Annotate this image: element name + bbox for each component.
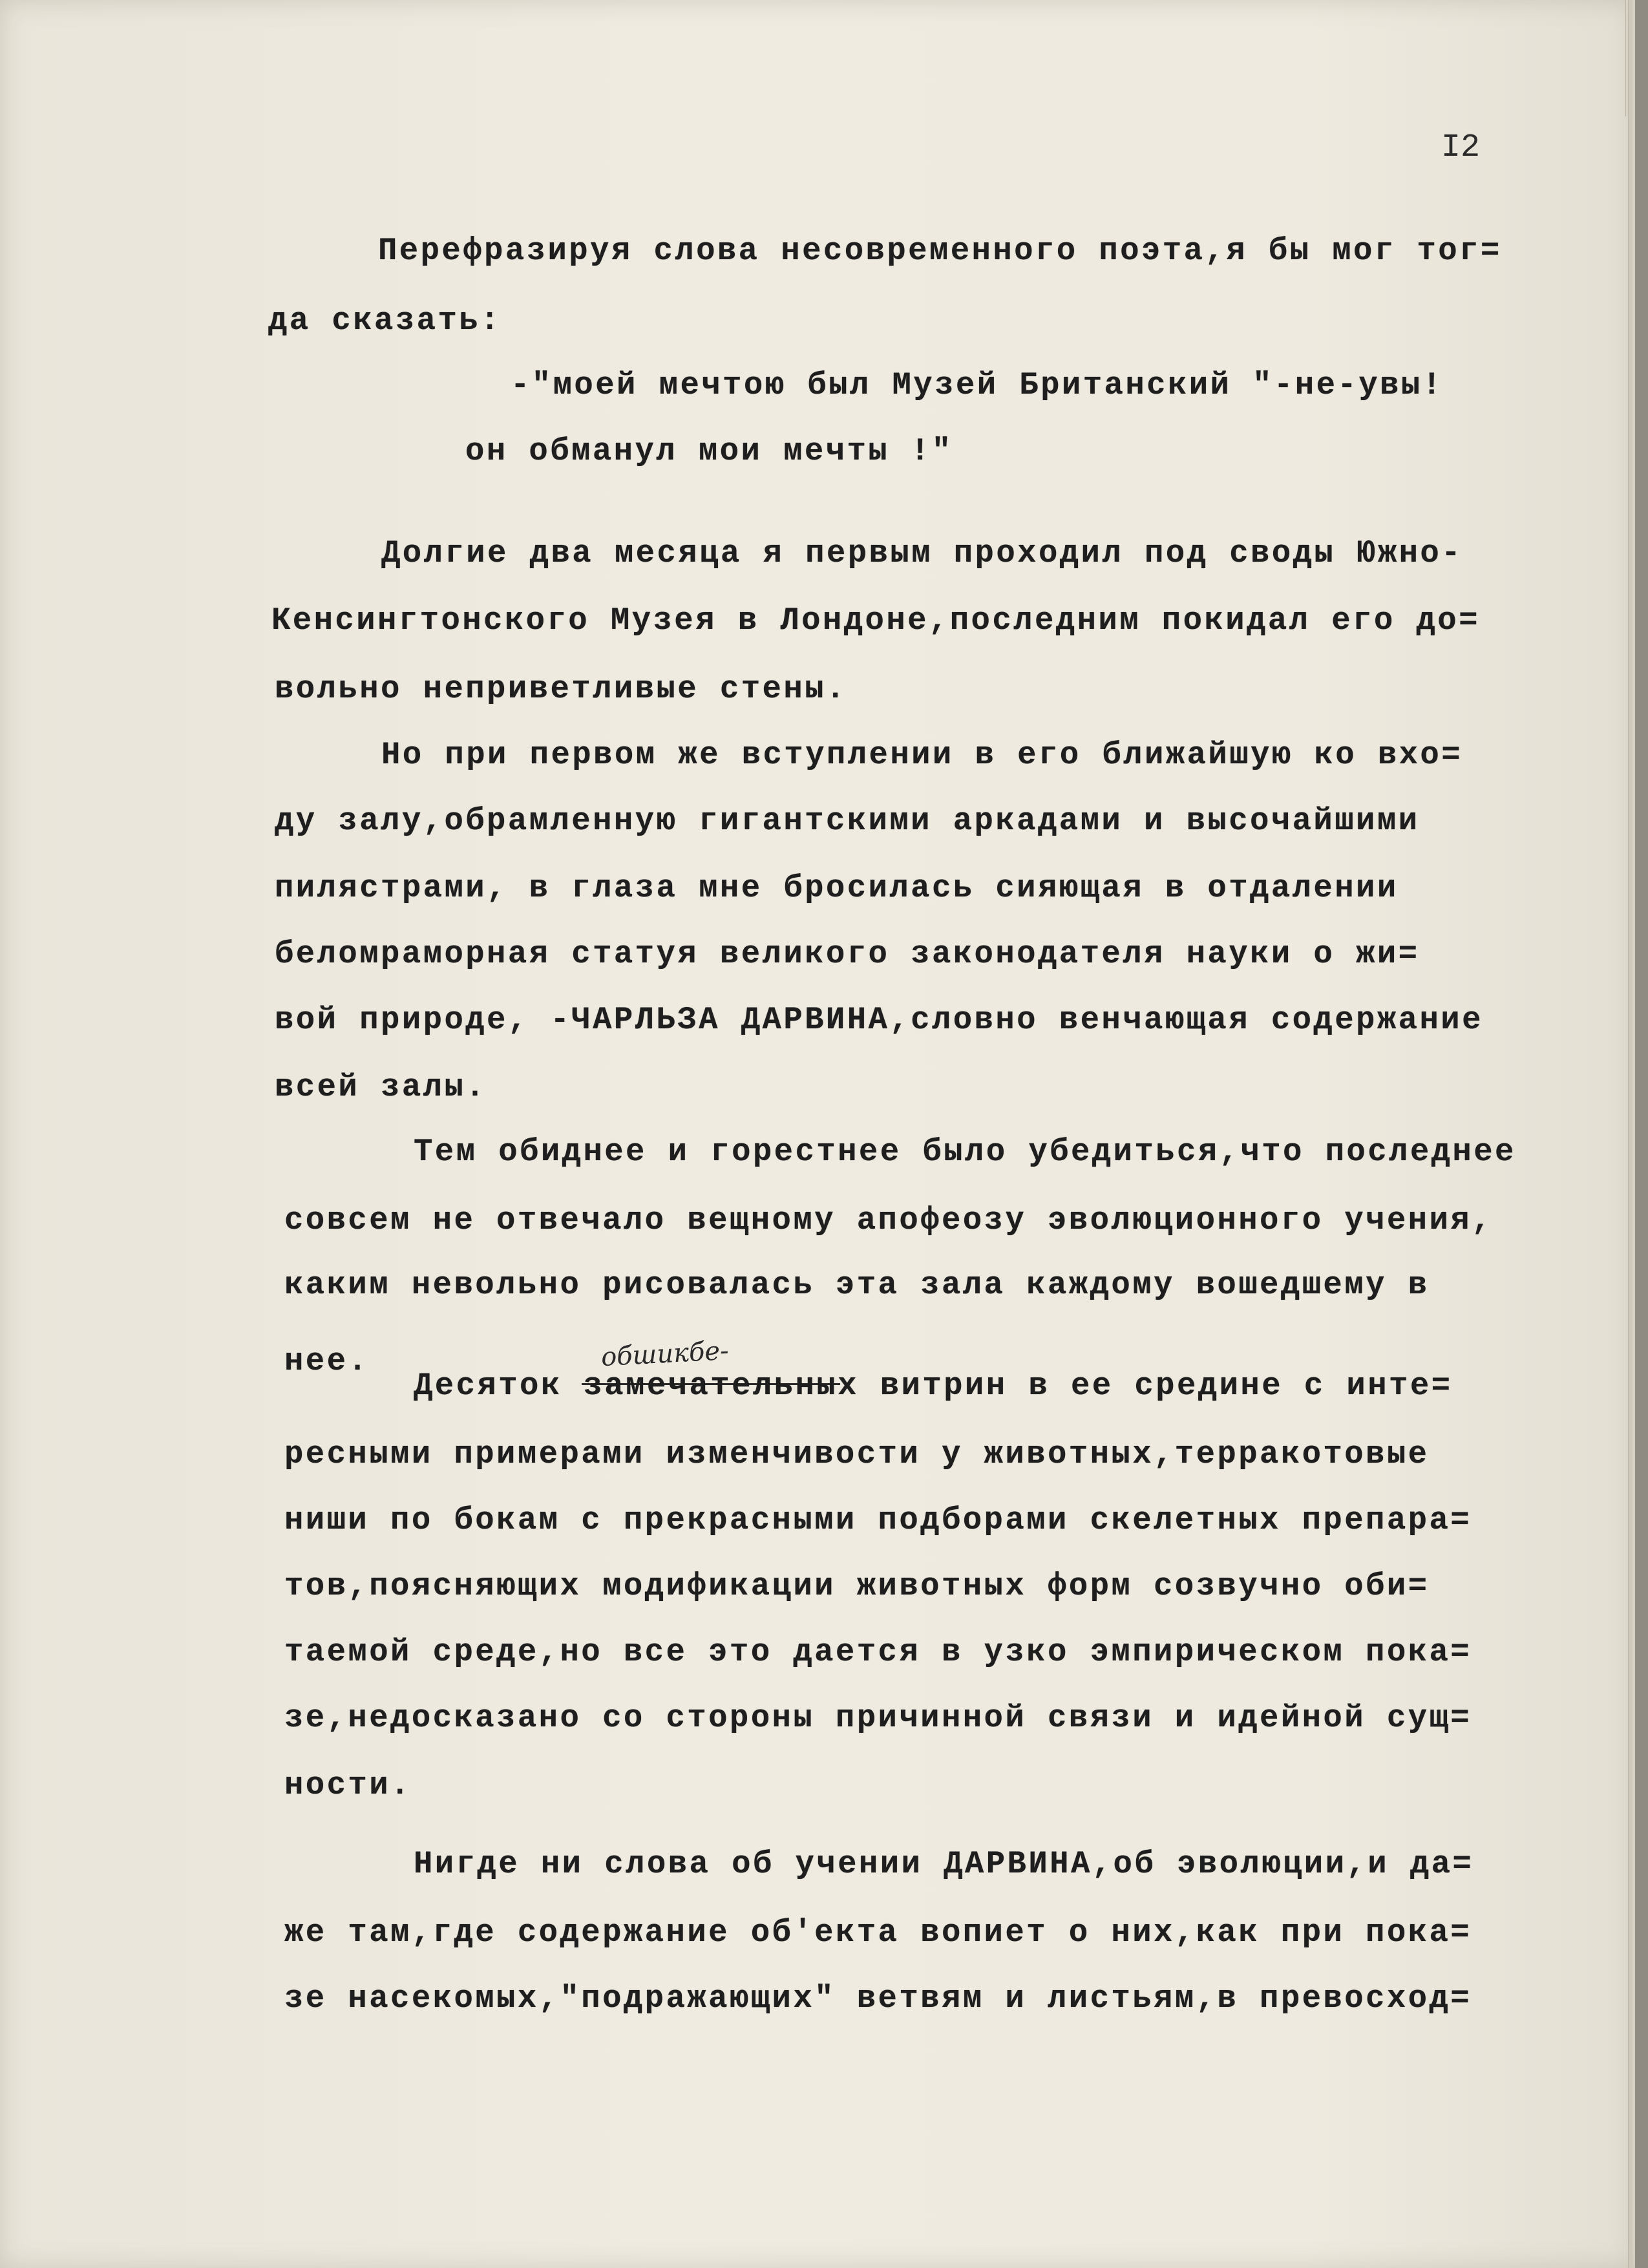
text-line: вой природе, -ЧАРЛЬЗА ДАРВИНА,словно венчающая содержание xyxy=(275,1002,1483,1038)
text-line: зе,недосказано со стороны причинной связи и идейной сущ= xyxy=(284,1700,1472,1736)
text-line: Кенсингтонского Музея в Лондоне,последним покидал его до= xyxy=(271,602,1480,639)
text-line: совсем не отвечало вещному апофеозу эволюционного учения, xyxy=(284,1202,1493,1238)
text-line: Тем обиднее и горестнее было убедиться,что последнее xyxy=(414,1134,1516,1170)
text-line: тов,поясняющих модификации животных форм созвучно оби= xyxy=(284,1568,1430,1604)
text-line: зе насекомых,"подражающих" ветвям и листьям,в превосход= xyxy=(284,1980,1472,2017)
page-edge xyxy=(1628,0,1632,2268)
text-line: нее. xyxy=(284,1343,370,1379)
text-line: ресными примерами изменчивости у животных,терракотовые xyxy=(284,1436,1430,1472)
text-line: вольно неприветливые стены. xyxy=(275,671,847,707)
text-line: Десяток замечательных витрин в ее средине с инте= xyxy=(414,1368,1453,1404)
text-line: каким невольно рисовалась эта зала каждому вошедшему в xyxy=(284,1267,1430,1303)
text-line: он обманул мои мечты !" xyxy=(465,433,953,469)
text-line: да сказать: xyxy=(268,302,502,339)
text-line: беломраморная статуя великого законодателя науки о жи= xyxy=(275,936,1420,972)
text-line: же там,где содержание об'екта вопиет о них,как при пока= xyxy=(284,1914,1472,1951)
text-line: Перефразируя слова несовременного поэта,я бы мог тог= xyxy=(378,233,1502,269)
text-line: всей залы. xyxy=(275,1069,487,1105)
text-line: -"моей мечтою был Музей Британский "-не-увы! xyxy=(511,367,1444,403)
text-line: ду залу,обрамленную гигантскими аркадами и высочайшими xyxy=(275,803,1420,839)
text-line: таемой среде,но все это дается в узко эмпирическом пока= xyxy=(284,1634,1472,1670)
handwritten-correction: обшикбе- xyxy=(600,1335,730,1373)
page-number: I2 xyxy=(1441,129,1481,166)
text-line: ности. xyxy=(284,1767,412,1803)
text-line: Долгие два месяца я первым проходил под своды Южно- xyxy=(381,535,1463,571)
text-line: Нигде ни слова об учении ДАРВИНА,об эволюции,и да= xyxy=(414,1846,1474,1882)
text-line: ниши по бокам с прекрасными подборами скелетных препара= xyxy=(284,1502,1472,1538)
text-line: пилястрами, в глаза мне бросилась сияющая в отдалении xyxy=(275,870,1399,906)
text-line: Но при первом же вступлении в его ближайшую ко вхо= xyxy=(381,737,1463,773)
